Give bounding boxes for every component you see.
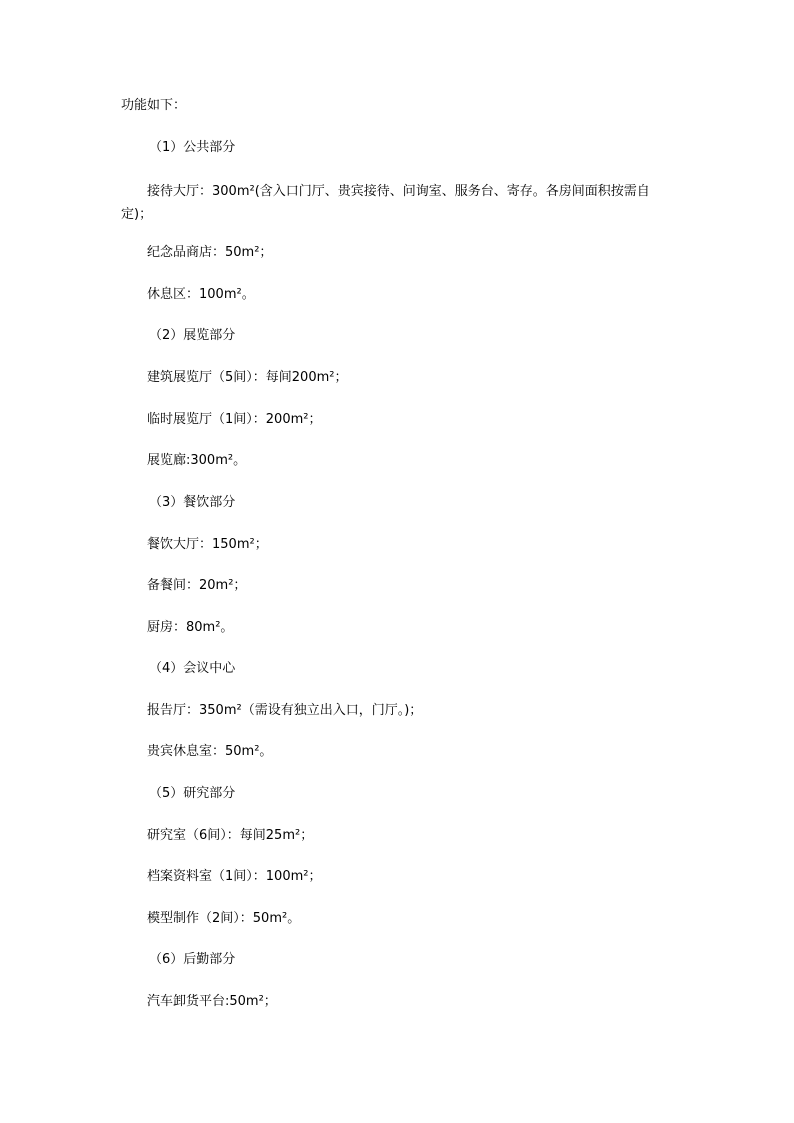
intro-text: 功能如下：: [121, 98, 187, 113]
list-item: 建筑展览厅（5间）：每间200m²；: [147, 370, 348, 385]
list-item: 档案资料室（1间）：100m²；: [147, 869, 322, 884]
list-item: 报告厅：350m²（需设有独立出入口，门厅。)；: [147, 703, 423, 718]
reception-hall-paragraph: 接待大厅：300m²(含入口门厅、贵宾接待、问询室、服务台、寄存。各房间面积按需自定)；: [121, 184, 650, 222]
section-heading-dining: （3）餐饮部分: [149, 495, 236, 510]
list-item: 餐饮大厅：150m²；: [147, 537, 268, 552]
list-item: 厨房：80m²。: [147, 620, 234, 635]
section-heading-logistics: （6）后勤部分: [149, 952, 236, 967]
list-item: 纪念品商店：50m²；: [147, 245, 273, 260]
list-item: 汽车卸货平台:50m²；: [147, 994, 277, 1009]
list-item: 贵宾休息室：50m²。: [147, 744, 273, 759]
section-heading-public: （1）公共部分: [149, 140, 236, 155]
list-item: 临时展览厅（1间）：200m²；: [147, 412, 322, 427]
section-heading-conference: （4）会议中心: [149, 661, 236, 676]
list-item: 研究室（6间）：每间25m²；: [147, 828, 314, 843]
list-item: 展览廊:300m²。: [147, 453, 247, 468]
list-item: 模型制作（2间）：50m²。: [147, 911, 301, 926]
list-item: 备餐间：20m²；: [147, 578, 247, 593]
section-heading-exhibition: （2）展览部分: [149, 328, 236, 343]
list-item: 休息区：100m²。: [147, 287, 255, 302]
section-heading-research: （5）研究部分: [149, 786, 236, 801]
